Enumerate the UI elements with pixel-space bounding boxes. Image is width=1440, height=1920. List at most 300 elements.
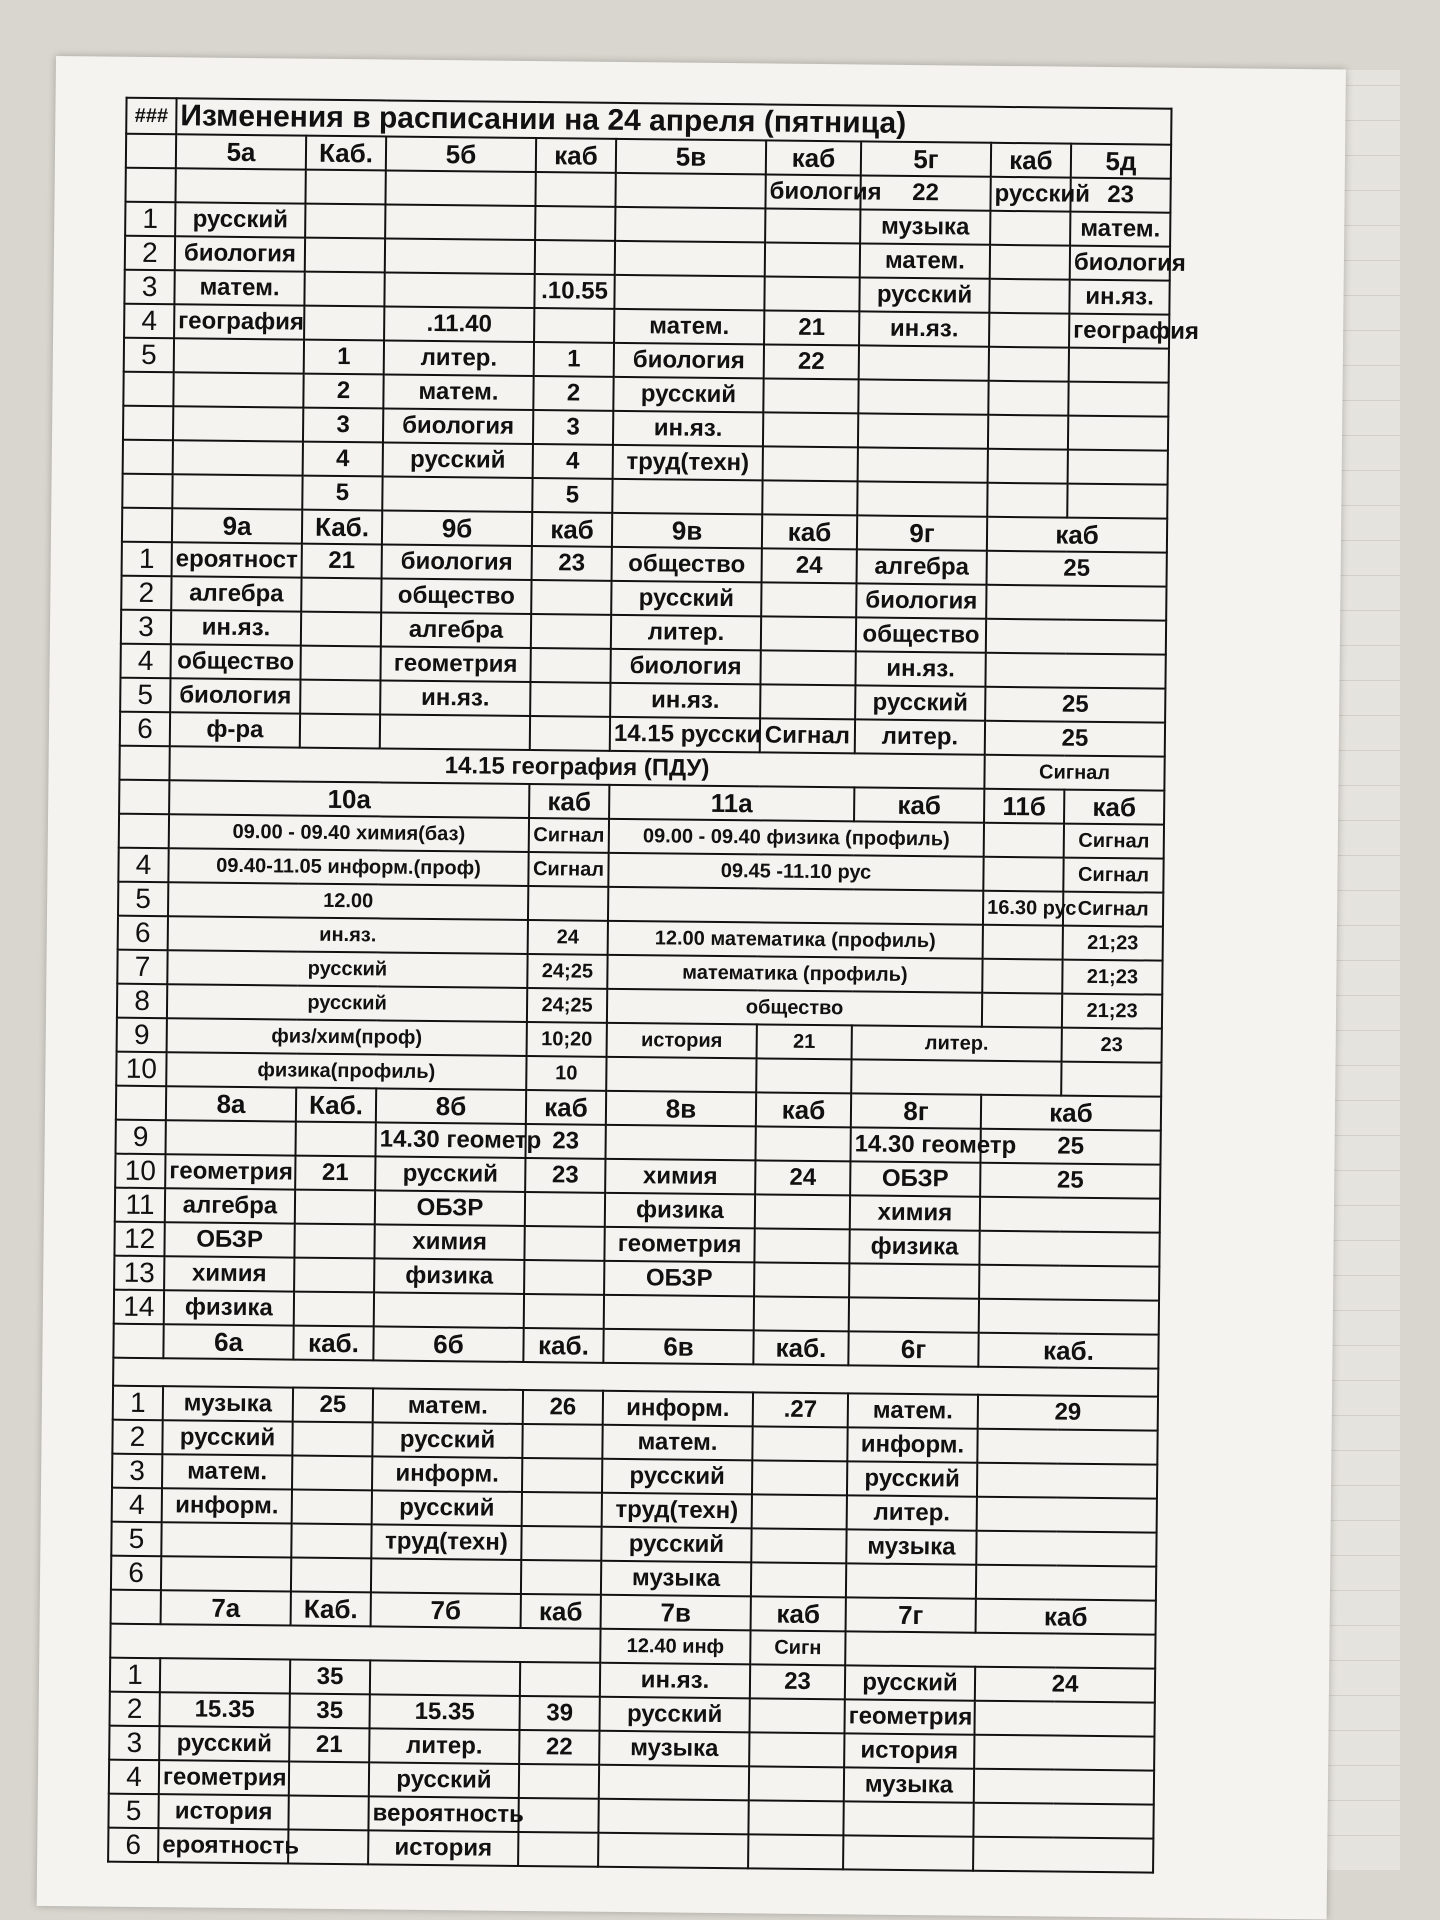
- schedule-cell: 7б: [371, 1592, 521, 1628]
- schedule-cell: химия: [850, 1195, 980, 1230]
- schedule-cell: 24: [528, 920, 608, 955]
- schedule-cell: каб: [751, 1596, 846, 1631]
- schedule-cell: [858, 379, 988, 414]
- schedule-cell: 9: [116, 1120, 166, 1155]
- schedule-cell: [980, 1197, 1160, 1233]
- schedule-cell: [984, 823, 1064, 858]
- schedule-cell: 6: [108, 1828, 158, 1863]
- schedule-cell: 2: [121, 576, 171, 611]
- schedule-cell: [755, 1194, 850, 1229]
- schedule-cell: [1068, 416, 1168, 451]
- schedule-cell: 3: [112, 1454, 162, 1489]
- schedule-cell: 5: [108, 1794, 158, 1829]
- schedule-cell: 8б: [376, 1088, 526, 1124]
- schedule-cell: 24: [975, 1667, 1155, 1703]
- schedule-cell: история: [844, 1733, 974, 1768]
- schedule-cell: [531, 614, 611, 649]
- schedule-cell: 3: [124, 270, 174, 305]
- schedule-cell: Сигнал: [760, 718, 855, 753]
- schedule-cell: русский: [602, 1459, 752, 1495]
- schedule-cell: 15.35: [370, 1694, 520, 1730]
- schedule-cell: 26: [523, 1390, 603, 1425]
- schedule-cell: 09.40-11.05 информ.(проф): [168, 848, 528, 886]
- schedule-cell: [304, 306, 384, 341]
- schedule-cell: [843, 1835, 973, 1870]
- schedule-cell: [173, 440, 303, 475]
- schedule-cell: ОБЗР: [164, 1222, 294, 1257]
- schedule-cell: [520, 1662, 600, 1697]
- schedule-cell: биология: [614, 343, 764, 379]
- schedule-cell: биология: [175, 236, 305, 271]
- schedule-cell: русский: [167, 950, 527, 988]
- schedule-cell: русский: [369, 1762, 519, 1798]
- schedule-cell: 5в: [616, 139, 766, 175]
- schedule-cell: 25: [293, 1388, 373, 1423]
- schedule-cell: [983, 925, 1063, 960]
- schedule-cell: физика: [164, 1290, 294, 1325]
- schedule-cell: 35: [290, 1694, 370, 1729]
- schedule-cell: 8г: [851, 1093, 981, 1128]
- schedule-cell: 09.00 - 09.40 химия(баз): [169, 814, 529, 852]
- schedule-cell: ероятность: [158, 1828, 288, 1863]
- schedule-cell: [173, 406, 303, 441]
- schedule-cell: труд(техн): [613, 445, 763, 481]
- schedule-cell: биология: [170, 678, 300, 713]
- schedule-cell: ероятност: [172, 542, 302, 577]
- schedule-cell: 8а: [166, 1086, 296, 1121]
- schedule-cell: [606, 1057, 756, 1093]
- schedule-cell: .11.40: [384, 306, 534, 342]
- schedule-cell: [1068, 382, 1168, 417]
- schedule-cell: [845, 1631, 1155, 1668]
- schedule-cell: 23: [750, 1664, 845, 1699]
- schedule-cell: [843, 1801, 973, 1836]
- schedule-cell: химия: [605, 1159, 755, 1195]
- schedule-cell: литер.: [369, 1728, 519, 1764]
- schedule-cell: [288, 1830, 368, 1865]
- schedule-cell: [535, 240, 615, 275]
- schedule-cell: биология: [382, 544, 532, 580]
- schedule-cell: [522, 1424, 602, 1459]
- schedule-cell: [760, 684, 855, 719]
- schedule-cell: 14.30 геометр: [375, 1122, 525, 1158]
- schedule-cell: 23: [525, 1158, 605, 1193]
- schedule-cell: [859, 345, 989, 380]
- schedule-cell: [300, 714, 380, 749]
- schedule-cell: 6б: [373, 1326, 523, 1362]
- schedule-cell: [974, 1701, 1154, 1737]
- schedule-cell: [755, 1126, 850, 1161]
- schedule-table: [107, 97, 1200, 1874]
- schedule-cell: 10: [116, 1052, 166, 1087]
- schedule-cell: .10.55: [534, 274, 614, 309]
- schedule-cell: [977, 1429, 1157, 1465]
- schedule-cell: 29: [978, 1395, 1158, 1431]
- schedule-cell: [173, 372, 303, 407]
- schedule-cell: [380, 714, 530, 750]
- schedule-cell: [976, 1531, 1156, 1567]
- schedule-cell: [295, 1190, 375, 1225]
- schedule-cell: 2: [533, 376, 613, 411]
- schedule-cell: музыка: [860, 209, 990, 244]
- schedule-cell: [304, 272, 384, 307]
- schedule-cell: [531, 580, 611, 615]
- schedule-cell: [301, 578, 381, 613]
- schedule-cell: 23: [1070, 178, 1170, 213]
- schedule-cell: [122, 474, 172, 509]
- schedule-cell: [528, 886, 608, 921]
- schedule-cell: ин.яз.: [610, 683, 760, 719]
- schedule-cell: [305, 170, 385, 205]
- schedule-cell: ф-ра: [170, 712, 300, 747]
- schedule-cell: 21: [289, 1728, 369, 1763]
- schedule-cell: матем.: [162, 1454, 292, 1489]
- schedule-cell: Каб.: [296, 1088, 376, 1123]
- schedule-cell: каб.: [523, 1328, 603, 1363]
- schedule-cell: русский: [847, 1461, 977, 1496]
- schedule-cell: [291, 1558, 371, 1593]
- schedule-cell: [615, 173, 765, 209]
- schedule-cell: [1068, 450, 1168, 485]
- schedule-cell: 7: [117, 950, 167, 985]
- schedule-cell: 6: [111, 1556, 161, 1591]
- schedule-cell: 1: [125, 202, 175, 237]
- schedule-cell: Каб.: [291, 1592, 371, 1627]
- schedule-cell: 25: [985, 721, 1165, 757]
- schedule-cell: Сигнал: [984, 755, 1164, 791]
- schedule-cell: Изменения в расписании на 24 апреля (пятница): [176, 98, 1171, 144]
- schedule-cell: 10а: [169, 780, 529, 818]
- schedule-cell: [765, 242, 860, 277]
- schedule-cell: 16.30 рус: [983, 891, 1063, 926]
- schedule-cell: [291, 1524, 371, 1559]
- schedule-cell: [752, 1426, 847, 1461]
- schedule-cell: музыка: [601, 1561, 751, 1597]
- schedule-cell: [974, 1735, 1154, 1771]
- schedule-cell: 11б: [984, 789, 1064, 824]
- schedule-cell: [598, 1799, 748, 1835]
- schedule-cell: 2: [110, 1692, 160, 1727]
- schedule-cell: каб: [981, 1095, 1161, 1131]
- schedule-cell: география: [174, 304, 304, 339]
- schedule-cell: музыка: [163, 1386, 293, 1421]
- schedule-cell: 6: [120, 712, 170, 747]
- schedule-cell: [752, 1494, 847, 1529]
- schedule-cell: [292, 1490, 372, 1525]
- schedule-cell: 09.00 - 09.40 физика (профиль): [609, 819, 984, 857]
- schedule-cell: музыка: [846, 1529, 976, 1564]
- schedule-cell: 21;23: [1063, 926, 1163, 961]
- schedule-cell: русский: [990, 177, 1070, 212]
- schedule-cell: 21: [764, 310, 859, 345]
- schedule-cell: [858, 447, 988, 482]
- schedule-cell: 6а: [163, 1324, 293, 1359]
- schedule-cell: история: [158, 1794, 288, 1829]
- schedule-cell: русский: [372, 1422, 522, 1458]
- schedule-cell: 9б: [382, 510, 532, 546]
- schedule-cell: 14: [114, 1290, 164, 1325]
- schedule-sheet: [37, 56, 1346, 1919]
- schedule-cell: [384, 272, 534, 308]
- schedule-cell: каб: [756, 1092, 851, 1127]
- schedule-cell: [521, 1560, 601, 1595]
- schedule-cell: биология: [383, 408, 533, 444]
- schedule-cell: 24: [762, 548, 857, 583]
- schedule-cell: общество: [607, 989, 982, 1027]
- schedule-cell: [990, 211, 1070, 246]
- schedule-cell: [301, 612, 381, 647]
- schedule-cell: [765, 208, 860, 243]
- schedule-cell: 1: [110, 1658, 160, 1693]
- schedule-cell: каб: [854, 787, 984, 822]
- schedule-cell: 5: [532, 478, 612, 513]
- schedule-cell: 9: [117, 1018, 167, 1053]
- schedule-cell: геометрия: [844, 1699, 974, 1734]
- schedule-cell: [977, 1463, 1157, 1499]
- schedule-cell: 14.15 география (ПДУ): [169, 746, 984, 789]
- schedule-cell: каб: [987, 517, 1167, 553]
- schedule-cell: Сигнал: [1064, 824, 1164, 859]
- schedule-cell: каб: [1064, 790, 1164, 825]
- schedule-cell: биология: [765, 174, 860, 209]
- schedule-cell: 21;23: [1062, 994, 1162, 1029]
- schedule-cell: каб: [766, 140, 861, 175]
- schedule-cell: русский: [845, 1665, 975, 1700]
- schedule-cell: [518, 1832, 598, 1867]
- schedule-cell: 12: [114, 1222, 164, 1257]
- schedule-cell: [615, 241, 765, 277]
- schedule-cell: ОБЗР: [850, 1161, 980, 1196]
- schedule-cell: [987, 483, 1067, 518]
- schedule-cell: [294, 1292, 374, 1327]
- schedule-cell: 6г: [848, 1331, 978, 1366]
- schedule-cell: физика: [849, 1229, 979, 1264]
- schedule-cell: биология: [1070, 246, 1170, 281]
- schedule-cell: 21: [757, 1024, 852, 1059]
- schedule-cell: [122, 508, 172, 543]
- schedule-cell: ###: [126, 98, 176, 135]
- schedule-cell: [748, 1800, 843, 1835]
- schedule-cell: [976, 1565, 1156, 1601]
- schedule-cell: [1069, 348, 1169, 383]
- schedule-cell: ин.яз.: [1069, 280, 1169, 315]
- schedule-cell: [849, 1297, 979, 1332]
- schedule-cell: информ.: [603, 1391, 753, 1427]
- schedule-cell: русский: [175, 202, 305, 237]
- schedule-cell: физика: [605, 1193, 755, 1229]
- schedule-cell: алгебра: [857, 549, 987, 584]
- schedule-cell: русский: [375, 1156, 525, 1192]
- schedule-cell: [988, 381, 1068, 416]
- schedule-cell: [849, 1263, 979, 1298]
- schedule-cell: 2: [125, 236, 175, 271]
- schedule-cell: [300, 646, 380, 681]
- schedule-cell: [851, 1059, 1061, 1095]
- schedule-cell: 3: [533, 410, 613, 445]
- schedule-cell: [175, 168, 305, 203]
- schedule-cell: 5: [118, 882, 168, 917]
- schedule-cell: биология: [610, 649, 760, 685]
- schedule-cell: [846, 1563, 976, 1598]
- schedule-cell: [535, 206, 615, 241]
- schedule-cell: 15.35: [160, 1692, 290, 1727]
- schedule-cell: русский: [162, 1420, 292, 1455]
- schedule-cell: [119, 780, 169, 815]
- schedule-cell: [111, 1590, 161, 1625]
- schedule-cell: 14.30 геометр: [850, 1127, 980, 1162]
- schedule-cell: 2: [303, 374, 383, 409]
- schedule-cell: [530, 716, 610, 751]
- schedule-cell: 4: [118, 848, 168, 883]
- schedule-cell: [125, 168, 175, 203]
- schedule-cell: ин.яз.: [171, 610, 301, 645]
- schedule-cell: [858, 413, 988, 448]
- schedule-cell: [1061, 1062, 1161, 1097]
- schedule-cell: 1: [534, 342, 614, 377]
- schedule-cell: ОБЗР: [604, 1261, 754, 1297]
- schedule-cell: [764, 276, 859, 311]
- schedule-cell: [123, 440, 173, 475]
- schedule-cell: [524, 1226, 604, 1261]
- schedule-cell: [973, 1803, 1153, 1839]
- schedule-cell: Сигнал: [529, 818, 609, 853]
- schedule-cell: [174, 338, 304, 373]
- schedule-cell: 8в: [606, 1091, 756, 1127]
- schedule-cell: география: [1069, 314, 1169, 349]
- schedule-cell: Сигнал: [1063, 858, 1163, 893]
- schedule-cell: [985, 653, 1165, 689]
- schedule-cell: 23: [525, 1124, 605, 1159]
- schedule-cell: математика (профиль): [607, 955, 982, 993]
- schedule-cell: матем.: [602, 1425, 752, 1461]
- schedule-cell: [522, 1458, 602, 1493]
- schedule-cell: 21: [302, 544, 382, 579]
- schedule-cell: матем.: [614, 309, 764, 345]
- schedule-cell: [604, 1295, 754, 1331]
- schedule-cell: [762, 480, 857, 515]
- schedule-cell: физика: [374, 1258, 524, 1294]
- schedule-cell: Каб.: [302, 510, 382, 545]
- schedule-cell: русский: [855, 685, 985, 720]
- schedule-cell: 5г: [861, 141, 991, 176]
- schedule-cell: 39: [519, 1696, 599, 1731]
- schedule-cell: 4: [124, 304, 174, 339]
- schedule-cell: 4: [120, 644, 170, 679]
- schedule-cell: [982, 959, 1062, 994]
- schedule-cell: информ.: [847, 1427, 977, 1462]
- schedule-cell: каб: [526, 1090, 606, 1125]
- schedule-cell: [754, 1228, 849, 1263]
- schedule-cell: ин.яз.: [380, 680, 530, 716]
- schedule-cell: [760, 650, 855, 685]
- schedule-cell: 3: [109, 1726, 159, 1761]
- schedule-cell: [749, 1732, 844, 1767]
- schedule-cell: [608, 887, 983, 925]
- schedule-cell: история: [607, 1023, 757, 1059]
- schedule-cell: [614, 275, 764, 311]
- schedule-cell: 25: [987, 551, 1167, 587]
- schedule-cell: 11: [115, 1188, 165, 1223]
- schedule-cell: геометрия: [165, 1154, 295, 1189]
- schedule-cell: [518, 1798, 598, 1833]
- schedule-cell: общество: [381, 578, 531, 614]
- schedule-cell: общество: [612, 547, 762, 583]
- schedule-cell: [370, 1660, 520, 1696]
- schedule-cell: [754, 1296, 849, 1331]
- schedule-cell: 12.40 инф: [600, 1629, 750, 1665]
- schedule-cell: 1: [113, 1386, 163, 1421]
- schedule-cell: [612, 479, 762, 515]
- schedule-cell: .27: [753, 1392, 848, 1427]
- schedule-cell: физ/хим(проф): [167, 1018, 527, 1056]
- schedule-cell: матем.: [373, 1388, 523, 1424]
- schedule-cell: ин.яз.: [168, 916, 528, 954]
- schedule-cell: русский: [613, 377, 763, 413]
- schedule-cell: 5д: [1071, 144, 1171, 179]
- schedule-cell: русский: [372, 1490, 522, 1526]
- schedule-cell: 6: [118, 916, 168, 951]
- schedule-cell: общество: [170, 644, 300, 679]
- schedule-cell: [300, 680, 380, 715]
- schedule-cell: [126, 134, 176, 169]
- schedule-cell: литер.: [852, 1025, 1062, 1061]
- schedule-cell: [763, 378, 858, 413]
- schedule-cell: ин.яз.: [859, 311, 989, 346]
- schedule-cell: 5: [120, 678, 170, 713]
- schedule-cell: 35: [290, 1660, 370, 1695]
- schedule-cell: [519, 1764, 599, 1799]
- schedule-cell: [289, 1762, 369, 1797]
- schedule-cell: геометрия: [159, 1760, 289, 1795]
- schedule-cell: 4: [109, 1760, 159, 1795]
- schedule-cell: [761, 582, 856, 617]
- schedule-cell: информ.: [372, 1456, 522, 1492]
- schedule-cell: [986, 619, 1166, 655]
- schedule-cell: ОБЗР: [375, 1190, 525, 1226]
- schedule-cell: [525, 1192, 605, 1227]
- schedule-cell: музыка: [844, 1767, 974, 1802]
- schedule-cell: [385, 238, 535, 274]
- schedule-cell: [986, 585, 1166, 621]
- schedule-cell: [761, 616, 856, 651]
- schedule-cell: [749, 1766, 844, 1801]
- schedule-cell: 09.45 -11.10 рус: [608, 853, 983, 891]
- schedule-cell: [974, 1769, 1154, 1805]
- schedule-cell: [973, 1837, 1153, 1873]
- schedule-cell: 4: [533, 444, 613, 479]
- schedule-cell: [988, 415, 1068, 450]
- schedule-cell: [605, 1125, 755, 1161]
- schedule-cell: 25: [980, 1129, 1160, 1165]
- schedule-cell: литер.: [855, 719, 985, 754]
- schedule-cell: 11а: [609, 785, 854, 822]
- schedule-cell: 3: [121, 610, 171, 645]
- schedule-cell: 24;25: [527, 954, 607, 989]
- schedule-cell: 1: [304, 340, 384, 375]
- schedule-cell: [161, 1556, 291, 1591]
- schedule-cell: ин.яз.: [613, 411, 763, 447]
- schedule-cell: [754, 1262, 849, 1297]
- schedule-cell: [530, 682, 610, 717]
- schedule-cell: [110, 1624, 600, 1663]
- schedule-cell: [534, 308, 614, 343]
- schedule-cell: [294, 1258, 374, 1293]
- schedule-cell: 22: [860, 175, 990, 210]
- schedule-cell: каб: [529, 784, 609, 819]
- schedule-cell: [598, 1833, 748, 1869]
- schedule-cell: [983, 857, 1063, 892]
- schedule-cell: литер.: [384, 340, 534, 376]
